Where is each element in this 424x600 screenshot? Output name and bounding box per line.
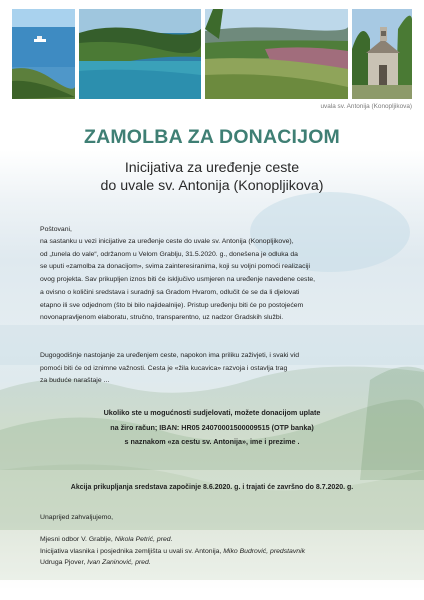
paragraph-1-line: se uputi «zamolba za donacijom», svima zainteresiranima, koji su voljni pomoći realizaciji: [40, 263, 311, 271]
paragraph-1-line: novonapravljenom elaboratu, stručno, transparentno, uz nadzor Gradskih službi.: [40, 314, 284, 322]
photo-strip: [12, 9, 412, 99]
paragraph-2-line: za buduće naraštaje ...: [40, 377, 110, 385]
donation-line: s naznakom «za cestu sv. Antonija», ime i prezime .: [124, 437, 300, 446]
signature-line: Inicijativa vlasnika i posjednika zemljišta u uvali sv. Antonija, Miko Budrović, predstavnik: [40, 547, 306, 555]
subtitle: [0, 160, 424, 195]
photo-sea-ferry: [12, 9, 75, 99]
paragraph-1-line: a ovisno o količini sredstava i suradnji sa Gradom Hvarom, odlučit će se da li djelovati: [40, 288, 300, 296]
paragraph-1: [40, 236, 315, 325]
paragraph-1-line: etapno ili sve odjednom (što bi bilo najidealnije). Pristup uređenju biti će po postojećem: [40, 301, 304, 309]
signatures: [40, 534, 305, 569]
page-title: ZAMOLBA ZA DONACIJOM: [83, 126, 341, 148]
greeting: Poštovani,: [40, 226, 72, 233]
photo-chapel: [352, 9, 412, 99]
paragraph-1-line: ovog projekta. Sav prikupljen iznos biti će isključivo usmjeren na uređenje navedene ceste,: [40, 276, 316, 284]
donation-info: [0, 406, 424, 450]
donation-line: na žiro račun; IBAN: HR05 24070001500009515 (OTP banka): [110, 422, 314, 432]
photo-caption: uvala sv. Antonija (Konopljikova): [320, 103, 412, 110]
paragraph-2: [40, 350, 299, 388]
paragraph-2-line: pomoći biti će od iznimne važnosti. Cesta je «žila kucavica» razvoja i ostavlja trag: [40, 364, 288, 372]
thanks-line: Unaprijed zahvaljujemo,: [40, 514, 114, 521]
subtitle-line-2: do uvale sv. Antonija (Konopljikova): [100, 177, 324, 194]
signature-line: Mjesni odbor V. Grablje, Nikola Petrić, pred.: [40, 536, 173, 543]
photo-field: [205, 9, 348, 99]
collection-dates: Akcija prikupljanja sredstava započinje 8.6.2020. g. i trajati će završno do 8.7.2020. g.: [70, 484, 354, 491]
subtitle-line-1: Inicijativa za uređenje ceste: [124, 160, 300, 176]
paragraph-1-line: na sastanku u vezi inicijative za uređenje ceste do uvale sv. Antonija (Konopljikove),: [40, 238, 294, 245]
signature-line: Udruga Pjover, Ivan Zaninović, pred.: [40, 559, 151, 566]
paragraph-2-line: Dugogodišnje nastojanje za uređenjem ceste, napokon ima priliku zaživjeti, i svaki vid: [40, 352, 300, 359]
paragraph-1-line: od „tunela do vale“, održanom u Velom Grablju, 31.5.2020. g., donešena je odluka da: [40, 250, 298, 258]
donation-line: Ukoliko ste u mogućnosti sudjelovati, možete donacijom uplate: [103, 408, 321, 417]
photo-bay: [79, 9, 201, 99]
